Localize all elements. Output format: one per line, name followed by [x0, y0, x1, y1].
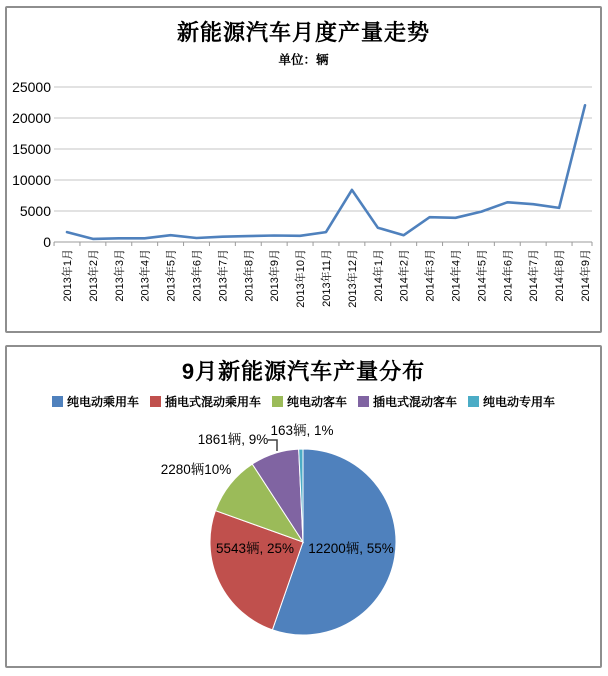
pie-data-label: 12200辆, 55% — [308, 541, 394, 556]
legend-label: 纯电动客车 — [286, 395, 347, 409]
pie-data-label: 1861辆, 9% — [197, 432, 269, 447]
pie-chart-panel — [5, 345, 602, 668]
x-axis-category-label: 2013年1月 — [62, 249, 74, 302]
pie-legend — [7, 393, 600, 410]
x-axis-category-label: 2014年3月 — [424, 249, 437, 302]
legend-item — [468, 393, 555, 410]
x-axis-category-label: 2013年2月 — [87, 249, 100, 302]
x-axis-category-label: 2014年7月 — [528, 249, 541, 302]
y-axis-tick-label: 5000 — [19, 203, 51, 219]
x-axis-category-label: 2013年6月 — [191, 249, 204, 302]
legend-item — [52, 393, 139, 410]
x-axis-category-label: 2014年4月 — [450, 249, 463, 302]
legend-label: 插电式混动乘用车 — [164, 395, 261, 409]
x-axis-category-label: 2013年7月 — [217, 249, 230, 302]
legend-label: 纯电动专用车 — [483, 395, 556, 409]
legend-swatch-icon — [150, 396, 161, 407]
pie-chart-title: 9月新能源汽车产量分布 — [181, 359, 426, 384]
line-chart-unit-label: 单位：辆 — [278, 53, 329, 67]
x-axis-category-label: 2014年1月 — [372, 249, 385, 302]
pie-data-label: 5543辆, 25% — [215, 541, 295, 556]
legend-swatch-icon — [272, 396, 283, 407]
legend-label: 纯电动乘用车 — [66, 395, 139, 409]
x-axis-category-label: 2013年3月 — [113, 249, 126, 302]
line-chart — [7, 68, 600, 328]
x-axis-category-label: 2013年11月 — [321, 249, 333, 307]
y-axis-tick-label: 10000 — [12, 172, 51, 188]
pie-data-label: 163辆, 1% — [270, 423, 334, 438]
y-axis-tick-label: 0 — [43, 234, 51, 250]
x-axis-category-label: 2013年12月 — [346, 249, 359, 308]
x-axis-category-label: 2013年8月 — [243, 249, 256, 302]
y-axis-tick-label: 15000 — [12, 141, 51, 157]
x-axis-category-label: 2013年5月 — [165, 249, 178, 302]
y-axis-tick-label: 25000 — [12, 79, 51, 95]
y-axis-tick-label: 20000 — [12, 110, 51, 126]
line-chart-panel — [5, 6, 602, 333]
legend-swatch-icon — [358, 396, 369, 407]
x-axis-category-label: 2014年8月 — [554, 249, 567, 302]
x-axis-category-label: 2014年6月 — [502, 249, 515, 302]
x-axis-category-label: 2014年2月 — [398, 249, 411, 302]
pie-data-label: 2280辆10% — [160, 462, 232, 477]
legend-item — [272, 393, 347, 410]
x-axis-category-label: 2014年5月 — [476, 249, 489, 302]
x-axis-category-label: 2013年4月 — [139, 249, 152, 302]
production-trend-line — [67, 105, 585, 239]
line-chart-title: 新能源汽车月度产量走势 — [176, 20, 430, 45]
legend-item — [358, 393, 457, 410]
pie-chart — [7, 410, 600, 661]
legend-label: 插电式混动客车 — [373, 395, 458, 409]
legend-item — [150, 393, 261, 410]
x-axis-category-label: 2013年10月 — [295, 249, 308, 308]
legend-swatch-icon — [468, 396, 479, 407]
x-axis-category-label: 2014年9月 — [580, 249, 592, 302]
x-axis-category-label: 2013年9月 — [269, 249, 282, 302]
label-leader-line — [268, 440, 277, 451]
legend-swatch-icon — [52, 396, 63, 407]
